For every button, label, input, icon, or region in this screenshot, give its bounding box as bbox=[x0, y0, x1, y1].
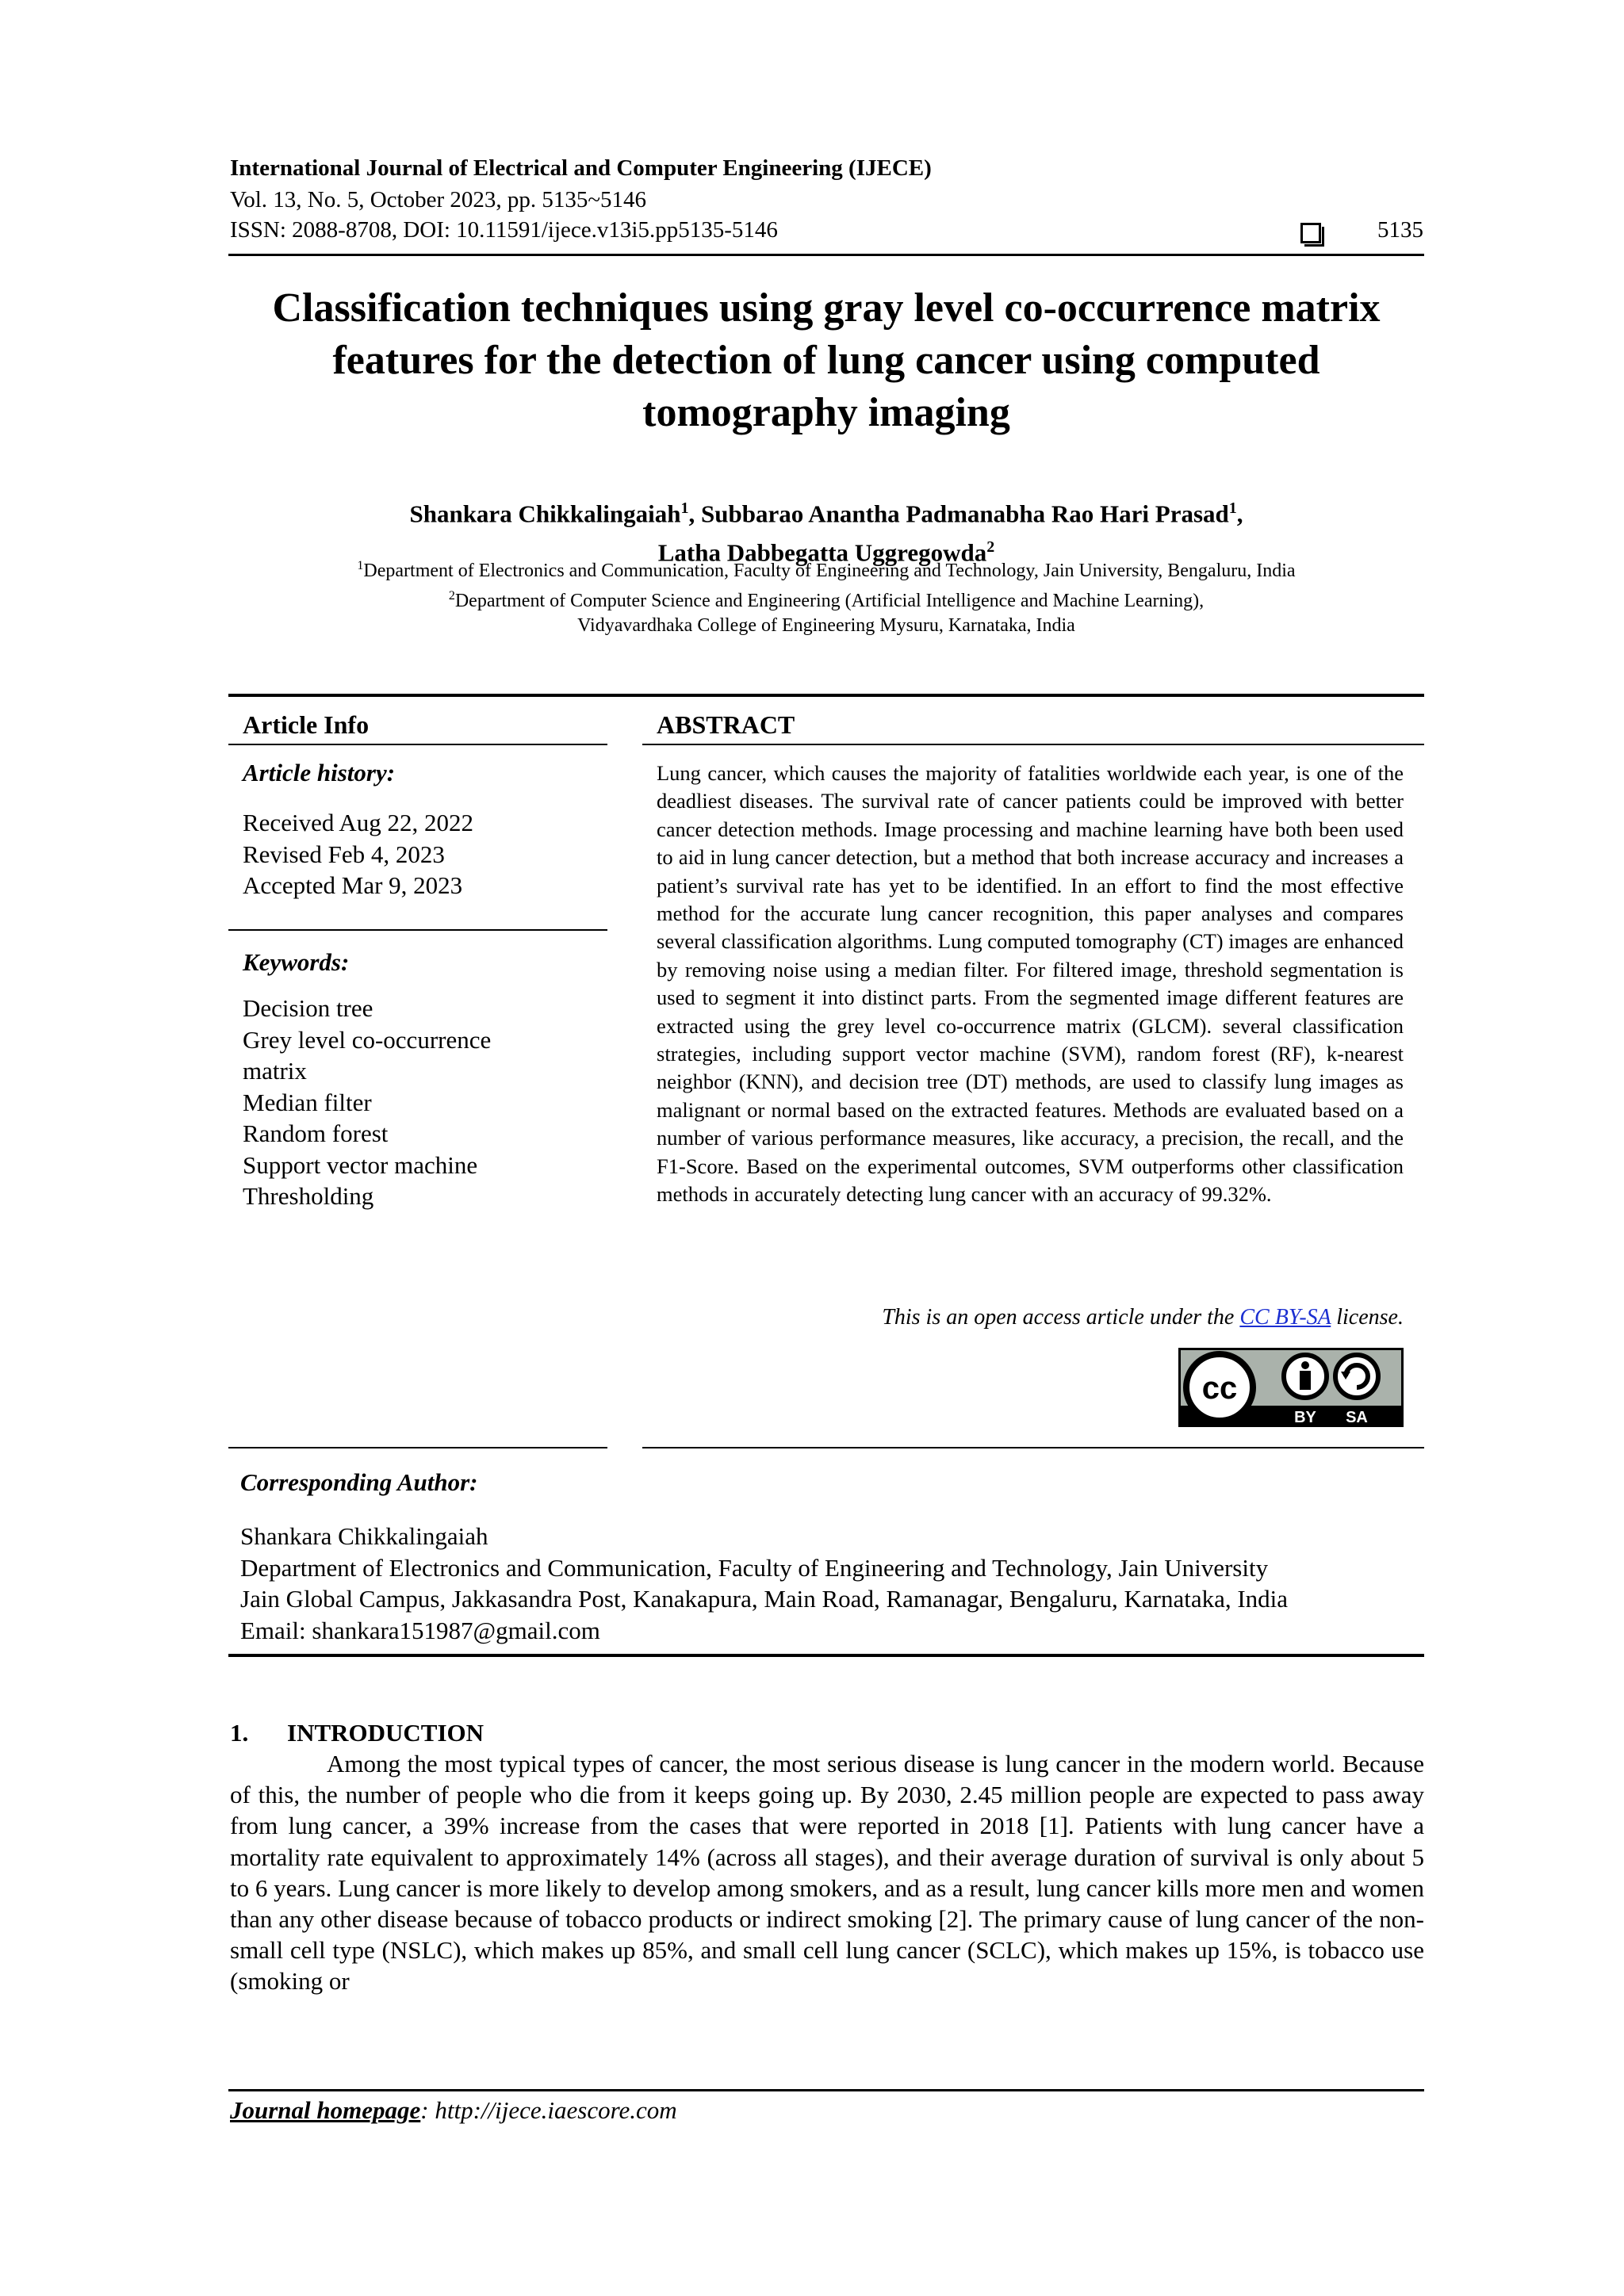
keyword-list bbox=[243, 993, 491, 1212]
received-date: Received Aug 22, 2022 bbox=[243, 809, 474, 836]
keyword: Grey level co-occurrence bbox=[243, 1025, 492, 1054]
keyword: Median filter bbox=[243, 1088, 372, 1116]
header-rule bbox=[228, 254, 1424, 256]
info-top-rule bbox=[228, 694, 1424, 697]
oa-text: This is an open access article under the bbox=[882, 1305, 1240, 1330]
affil-mark: 2 bbox=[448, 589, 455, 603]
footer-rule bbox=[228, 2089, 1424, 2091]
rule bbox=[642, 744, 1424, 745]
oa-text: license. bbox=[1331, 1305, 1404, 1330]
affiliation: Department of Computer Science and Engineering (Artificial Intelligence and Machine Learning), bbox=[454, 591, 1205, 611]
introduction-text: Among the most typical types of cancer, the most serious disease is lung cancer in the modern world. Because of this, the number of people who die from it keeps going up. By 2030, 2.45 million people are expected to pass away from lung cancer, a 39% increase from the cases that were reported in 2018 [1]. Patients with lung cancer have a mortality rate equivalent to approximately 14% (across all stages), and their average duration of survival is only about 5 to 6 years. Lung cancer is more likely to develop among smokers, and as a result, lung cancer kills more men and women than any other disease because of tobacco products or indirect smoking [2]. The primary cause of lung cancer of the non-small cell type (NSLC), which makes up 85%, and small cell lung cancer (SCLC), which makes up 15%, is tobacco use (smoking or bbox=[230, 1750, 1424, 1996]
author-name: Shankara Chikkalingaiah bbox=[409, 499, 681, 528]
section-number: 1. bbox=[230, 1719, 249, 1747]
affiliation-cont: Vidyavardhaka College of Engineering Mysuru, Karnataka, India bbox=[577, 615, 1075, 636]
affiliation: Department of Electronics and Communication, Faculty of Engineering and Technology, Jain University, Bengaluru, India bbox=[363, 561, 1296, 581]
license-link[interactable]: CC BY-SA bbox=[1239, 1305, 1331, 1330]
affiliations bbox=[228, 553, 1424, 638]
corresponding-dept: Department of Electronics and Communication, Faculty of Engineering and Technology, Jain University bbox=[240, 1553, 1269, 1582]
homepage-label: Journal homepage bbox=[230, 2096, 421, 2124]
paper-title bbox=[228, 282, 1424, 439]
badge-by-label: BY bbox=[1294, 1409, 1316, 1426]
abstract-heading: ABSTRACT bbox=[657, 710, 795, 739]
title-line: tomography imaging bbox=[642, 390, 1010, 435]
keyword: Support vector machine bbox=[243, 1150, 478, 1179]
svg-text:cc: cc bbox=[1201, 1371, 1238, 1406]
section-title: INTRODUCTION bbox=[287, 1719, 485, 1747]
page-box-icon bbox=[1300, 223, 1321, 243]
introduction-paragraph bbox=[230, 1748, 1424, 1997]
author-affil-mark: 2 bbox=[986, 538, 995, 557]
section-heading bbox=[230, 1719, 484, 1747]
keyword: Thresholding bbox=[243, 1182, 374, 1210]
journal-volume: Vol. 13, No. 5, October 2023, pp. 5135~5146 bbox=[230, 187, 647, 212]
revised-date: Revised Feb 4, 2023 bbox=[243, 840, 445, 868]
abstract-text: Lung cancer, which causes the majority of fatalities worldwide each year, is one of the deadliest diseases. The survival rate of cancer patients could be improved with better cancer detection methods. Image processing and machine learning have both been used to aid in lung cancer detection, but a method that both increase accuracy and increases a patient’s survival rate has yet to be identified. In an effort to find the most effective method for the accurate lung cancer recognition, this paper analyses and compares several classification algorithms. Lung computed tomography (CT) images are enhanced by removing noise using a median filter. For filtered image, threshold segmentation is used to segment it into distinct parts. From the segmented image different features are extracted using the grey level co-occurrence matrix (GLCM). several classification strategies, including support vector machine (SVM), random forest (RF), k-nearest neighbor (KNN), and decision tree (DT) methods, are used to classify lung images as malignant or normal based on the extracted features. Methods are evaluated based on a number of various performance measures, like accuracy, a precision, the recall, and the F1-Score. Based on the experimental outcomes, SVM outperforms other classification methods in accurately detecting lung cancer with an accuracy of 99.32%. bbox=[657, 761, 1404, 1207]
corresponding-address: Jain Global Campus, Jakkasandra Post, Kanakapura, Main Road, Ramanagar, Bengaluru, Karnataka, India bbox=[240, 1585, 1289, 1613]
rule bbox=[228, 744, 607, 745]
page-number: 5135 bbox=[1377, 217, 1423, 243]
title-line: Classification techniques using gray level co-occurrence matrix bbox=[272, 285, 1381, 331]
corresponding-details bbox=[240, 1521, 1414, 1646]
corresponding-email: Email: shankara151987@gmail.com bbox=[240, 1616, 600, 1644]
author-affil-mark: 1 bbox=[680, 499, 689, 517]
keyword: matrix bbox=[243, 1057, 307, 1085]
rule bbox=[228, 1447, 607, 1448]
info-bottom-rule bbox=[228, 1654, 1424, 1657]
accepted-date: Accepted Mar 9, 2023 bbox=[243, 871, 463, 899]
affil-mark: 1 bbox=[357, 559, 364, 572]
author-name: Latha Dabbegatta Uggregowda bbox=[657, 538, 987, 567]
author-name: Subbarao Anantha Padmanabha Rao Hari Prasad bbox=[700, 499, 1229, 528]
cc-by-sa-badge-icon[interactable] bbox=[1178, 1348, 1404, 1427]
journal-name: International Journal of Electrical and Computer Engineering (IJECE) bbox=[230, 155, 932, 181]
article-history-heading: Article history: bbox=[243, 759, 396, 786]
author-affil-mark: 1 bbox=[1228, 499, 1237, 517]
title-line: features for the detection of lung cancer using computed bbox=[332, 338, 1320, 383]
article-history bbox=[243, 807, 473, 901]
corresponding-name: Shankara Chikkalingaiah bbox=[240, 1522, 488, 1550]
corresponding-heading: Corresponding Author: bbox=[240, 1468, 478, 1496]
journal-homepage bbox=[230, 2096, 677, 2125]
article-info-heading: Article Info bbox=[243, 710, 370, 739]
keywords-heading: Keywords: bbox=[243, 948, 350, 976]
badge-sa-label: SA bbox=[1346, 1409, 1368, 1426]
rule bbox=[642, 1447, 1424, 1448]
keyword: Random forest bbox=[243, 1119, 389, 1147]
open-access-statement bbox=[657, 1305, 1404, 1330]
rule bbox=[228, 929, 607, 931]
keyword: Decision tree bbox=[243, 994, 373, 1022]
homepage-url[interactable]: : http://ijece.iaescore.com bbox=[420, 2096, 677, 2124]
journal-issn-doi: ISSN: 2088-8708, DOI: 10.11591/ijece.v13i5.pp5135-5146 bbox=[230, 217, 778, 243]
author-list: Shankara Chikkalingaiah$^1$, Subbarao Anantha Padmanabha Rao Hari Prasad$^1$, Latha Dabbegatta Uggregowda$^2$ bbox=[409, 499, 1243, 567]
